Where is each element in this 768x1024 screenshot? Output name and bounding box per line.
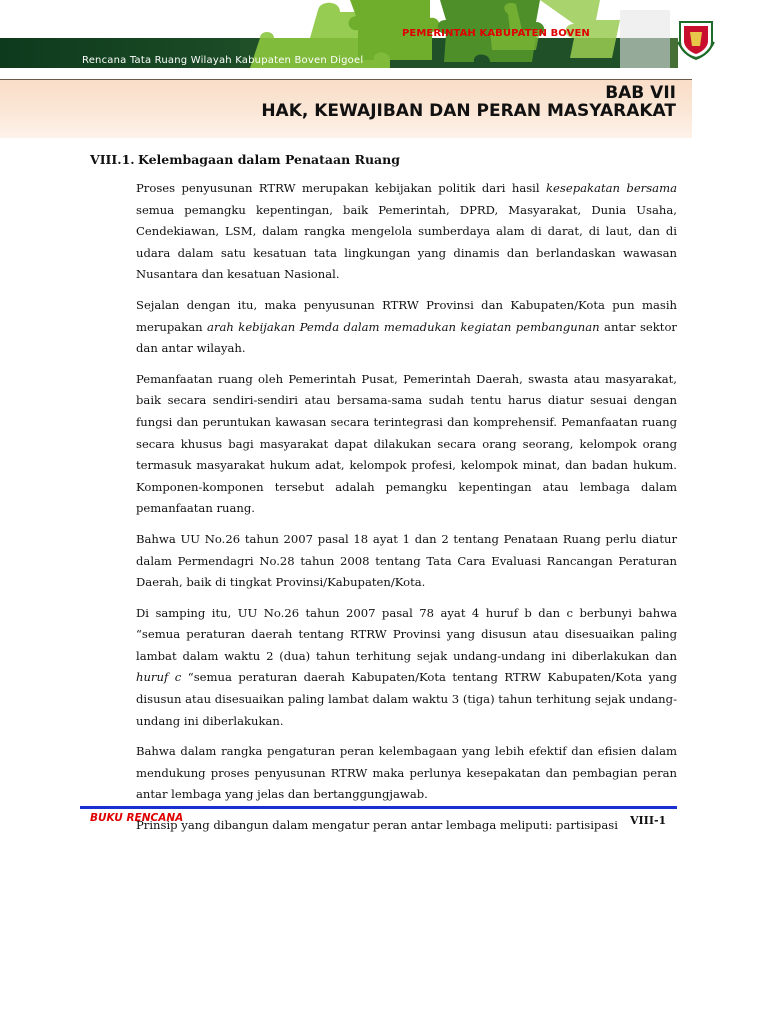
chapter-title: HAK, KEWAJIBAN DAN PERAN MASYARAKAT (261, 101, 676, 121)
paragraph-1 (136, 178, 677, 286)
section-title: Kelembagaan dalam Penataan Ruang (138, 152, 400, 167)
paragraph-3: Pemanfaatan ruang oleh Pemerintah Pusat, Pemerintah Daerah, swasta atau masyarakat, baik secara sendiri-sendiri atau bersama-sama sudah tentu harus diatur sesuai dengan fungsi dan peruntukan kawasan secara terintegrasi dan komprehensif. Pemanfaatan ruang secara khusus bagi masyarakat dapat dilakukan secara orang seorang, kelompok orang termasuk masyarakat hukum adat, kelompok profesi, kelompok minat, dan badan hukum. Komponen-komponen tersebut adalah pemangku kepentingan atau lembaga dalam pemanfaatan ruang. (136, 371, 677, 516)
footer-book-label: BUKU RENCANA (90, 812, 184, 824)
chapter-title-band (0, 79, 692, 138)
paragraph-5-text-c: “semua peraturan daerah Kabupaten/Kota tentang RTRW Kabupaten/Kota yang disusun atau disesuaikan paling lambat dalam waktu 3 (tiga) tahun terhitung sejak undang-undang ini diberlakukan. (136, 670, 677, 728)
government-label: PEMERINTAH KABUPATEN BOVEN (402, 28, 590, 39)
paragraph-7: Prinsip yang dibangun dalam mengatur peran antar lembaga meliputi: partisipasi (136, 818, 618, 833)
paragraph-1-text-c: semua pemangku kepentingan, baik Pemerintah, DPRD, Masyarakat, Dunia Usaha, Cendekiawan, LSM, dalam rangka mengelola sumberdaya alam di darat, di laut, dan di udara dalam satu kesatuan tata lingkungan yang dinamis dan berlandaskan wawasan Nusantara dan kesatuan Nasional. (136, 202, 677, 282)
footer-divider (80, 806, 677, 809)
paragraph-4: Bahwa UU No.26 tahun 2007 pasal 18 ayat 1 dan 2 tentang Penataan Ruang perlu diatur dalam Permendagri No.28 tahun 2008 tentang Tata Cara Evaluasi Rancangan Peraturan Daerah, baik di tingkat Provinsi/Kabupaten/Kota. (136, 531, 677, 590)
paragraph-2-emphasis: arah kebijakan Pemda dalam memadukan kegiatan pembangunan (207, 319, 600, 334)
paragraph-1-text-a: Proses penyusunan RTRW merupakan kebijakan politik dari hasil (136, 181, 546, 195)
page-number: VIII-1 (630, 814, 667, 827)
section-heading (90, 152, 400, 167)
paragraph-6: Bahwa dalam rangka pengaturan peran kelembagaan yang lebih efektif dan efisien dalam mendukung proses penyusunan RTRW maka perlunya kesepakatan dan pembagian peran antar lembaga yang jelas dan bertanggungjawab. (136, 744, 677, 802)
paragraph-1-emphasis: kesepakatan bersama (546, 181, 677, 195)
paragraph-5 (136, 603, 677, 733)
paragraph-2-text-a: Sejalan dengan itu, maka penyusunan RTRW Provinsi dan Kabupaten/Kota pun masih merupakan (136, 297, 677, 334)
paragraph-2 (136, 295, 677, 360)
section-number: VIII.1. (90, 152, 135, 167)
header-banner (0, 0, 678, 70)
paragraph-2-text-c: antar sektor dan antar wilayah. (136, 319, 677, 356)
regency-emblem-icon (674, 16, 718, 60)
chapter-label: BAB VII (605, 83, 676, 103)
paragraph-5-emphasis: huruf c (136, 670, 182, 685)
plan-subtitle: Rencana Tata Ruang Wilayah Kabupaten Boven Digoel (82, 55, 364, 66)
paragraph-5-text-a: Di samping itu, UU No.26 tahun 2007 pasal 78 ayat 4 huruf b dan c berbunyi bahwa “semua peraturan daerah tentang RTRW Provinsi yang disusun atau disesuaikan paling lambat dalam waktu 2 (dua) tahun terhitung sejak undang-undang ini diberlakukan dan (136, 605, 677, 663)
